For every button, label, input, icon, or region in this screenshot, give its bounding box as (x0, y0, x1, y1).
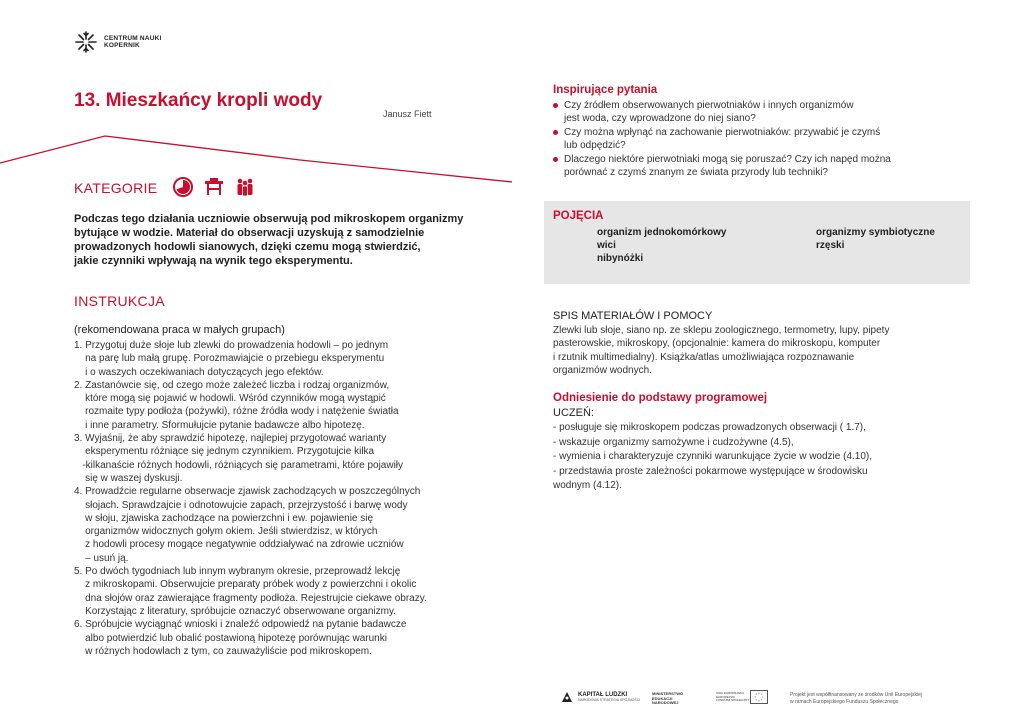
bullet-icon (553, 103, 558, 108)
question-line: Czy można wpłynąć na zachowanie pierwotniaków: przywabić je czymś (564, 126, 881, 138)
curriculum-line: - przedstawia proste zależności pokarmowe występujące w środowisku (553, 465, 868, 477)
question-line: Czy źródłem obserwowanych pierwotniaków i innych organizmów (564, 100, 854, 111)
kapital-ludzki-icon (560, 690, 574, 704)
instruction-line: 1. Przygotuj duże słoje lub zlewki do prowadzenia hodowli – po jednym (74, 340, 389, 351)
funding-note-line: w ramach Europejskiego Funduszu Społecznego (790, 698, 899, 705)
categories-icons (172, 176, 256, 198)
instruction-line: 3. Wyjaśnij, że aby sprawdzić hipotezę, najlepiej przygotować warianty (74, 433, 387, 445)
instruction-line: z mikroskopami. Obserwujcie preparaty próbek wody z powierzchni i okolic (74, 579, 417, 591)
materials-label: SPIS MATERIAŁÓW I POMOCY (553, 310, 713, 322)
clock-time-icon (172, 176, 194, 198)
eu-line: EUROPEJSKI (716, 694, 736, 699)
instruction-line: 6. Spróbujcie wyciągnąć wnioski i znaleźć odpowiedź na pytanie badawcze (74, 619, 407, 631)
question-line: porównać z czymś znanym ze świata przyrody lub techniki? (564, 167, 828, 179)
instruction-line: Korzystając z literatury, spróbujcie oznaczyć obserwowane organizmy. (74, 605, 396, 617)
materials-line: pasterowskie, mikroskopy, (opcjonalnie: kamera do mikroskopu, komputer (553, 338, 881, 350)
kapital-ludzki-subtitle: NARODOWA STRATEGIA SPÓJNOŚCI (578, 698, 641, 702)
author: Janusz Fiett (383, 109, 432, 119)
eu-line: UNIA EUROPEJSKA (716, 691, 745, 695)
concepts-column-2 (816, 226, 935, 252)
concept-term: wici (597, 240, 616, 252)
materials-line: organizmów wodnych. (553, 365, 652, 377)
curriculum-list (553, 421, 973, 494)
concepts-column-1 (597, 226, 726, 266)
list-item (553, 153, 973, 180)
page-title: 13. Mieszkańcy kropli wody (74, 90, 323, 111)
intro-text (74, 212, 474, 268)
concepts-label: POJĘCIA (553, 210, 604, 222)
instruction-line: 5. Po dwóch tygodniach lub innym wybranym okresie, przeprowadź lekcję (74, 566, 401, 578)
instruction-line: i o waszych oczekiwaniach dotyczących jego efektów. (74, 366, 324, 378)
kapital-ludzki-logo (560, 690, 640, 704)
instruction-line: z hodowli procesy mogące negatywnie oddziaływać na zdrowie uczniów (74, 539, 404, 551)
instruction-line: – usuń ją. (74, 552, 129, 564)
instruction-line: dna słojów oraz zawierające fragmenty podłoża. Rejestrujcie ciekawe obrazy. (74, 592, 427, 604)
curriculum-label: Odniesienie do podstawy programowej (553, 392, 768, 404)
materials-line: Zlewki lub słoje, siano np. ze sklepu zoologicznego, termometry, lupy, pipety (553, 325, 890, 336)
concept-term: nibynóżki (597, 253, 644, 265)
concept-term: organizm jednokomórkowy (597, 227, 727, 238)
instruction-line: które mogą się pojawić w hodowli. Wśród czynników mogą wystąpić (74, 393, 386, 405)
bullet-icon (553, 157, 558, 162)
bullet-icon (553, 130, 558, 135)
inspiring-questions-label: Inspirujące pytania (553, 84, 658, 96)
logo-line-1: CENTRUM NAUKI (104, 34, 162, 42)
ministry-line: MINISTERSTWO (652, 691, 684, 696)
concept-term: organizmy symbiotyczne (816, 227, 935, 238)
logo (74, 30, 162, 54)
instruction-line: słojach. Sprawdzajcie i odnotowujcie zapach, przejrzystość i barwę wody (74, 499, 408, 511)
intro-line: prowadzonych hodowli sianowych, dzięki czemu mogą stwierdzić, (74, 241, 421, 253)
desk-table-icon (203, 176, 225, 198)
instruction-line: eksperymentu różniące się jednym czynnikiem. Przygotujcie kilka (74, 446, 375, 458)
instructions-steps (74, 339, 474, 658)
instruction-line: 4. Prowadźcie regularne obserwacje zjawisk zachodzących w poszczególnych (74, 486, 421, 498)
ministry-line: EDUKACJI (652, 695, 673, 701)
kapital-ludzki-title: KAPITAŁ LUDZKI (578, 692, 628, 698)
funding-note (790, 692, 922, 705)
instructions-label: INSTRUKCJA (74, 293, 165, 309)
intro-line: Podczas tego działania uczniowie obserwują pod mikroskopem organizmy (74, 213, 464, 225)
ministry-line: NARODOWEJ (652, 700, 679, 706)
logo-line-2: KOPERNIK (104, 42, 140, 49)
instruction-line: na parę lub małą grupę. Porozmawiajcie o przebiegu eksperymentu (74, 353, 385, 365)
list-item (553, 99, 973, 126)
instruction-line: albo potwierdzić lub obalić postawioną hipotezę porównując warunki (74, 632, 387, 644)
intro-line: bytujące w wodzie. Materiał do obserwacji uzyskują z samodzielnie (74, 227, 425, 239)
concept-term: rzęski (816, 240, 845, 252)
question-line: Dlaczego niektóre pierwotniaki mogą się poruszać? Czy ich napęd można (564, 153, 891, 165)
curriculum-line: - wskazuje organizmy samożywne i cudzożywne (4.5), (553, 436, 794, 448)
inspiring-questions-list (553, 99, 973, 179)
snowflake-logo-icon (74, 30, 98, 54)
ministry-logo (652, 692, 683, 706)
instruction-line: organizmów widocznych gołym okiem. Jeśli stwierdzisz, w których (74, 526, 378, 538)
list-item (553, 126, 973, 153)
funding-note-line: Projekt jest współfinansowany ze środków Unii Europejskiej (790, 692, 923, 698)
instruction-line: rozmaite typy podłoża (pożywki), różne źródła wody i natężenie światła (74, 406, 399, 418)
eu-flag-icon (750, 690, 768, 704)
intro-line: jakie czynniki wpływają na wynik tego eksperymentu. (74, 255, 353, 267)
group-people-icon (234, 176, 256, 198)
instruction-line: i inne parametry. Sformułujcie pytanie badawcze albo hipotezę. (74, 419, 365, 431)
instruction-line: -kilkanaście różnych hodowli, różniących się parametrami, które pojawiły (74, 459, 404, 471)
instruction-line: w słoju, zjawiska zachodzące na powierzchni i ew. pojawienie się (74, 512, 374, 524)
question-line: lub odpędzić? (564, 140, 626, 152)
materials-line: i rzutnik multimedialny). Książka/atlas umożliwiająca rozpoznawanie (553, 351, 855, 363)
instruction-line: się w waszej dyskusji. (74, 472, 183, 484)
eu-logo (716, 692, 749, 703)
categories-label: KATEGORIE (74, 180, 158, 196)
eu-line: FUNDUSZ SPOŁECZNY (716, 698, 750, 703)
curriculum-line: wodnym (4.12). (553, 480, 622, 492)
curriculum-line: - wymienia i charakteryzuje czynniki warunkujące życie w wodzie (4.10), (553, 451, 873, 463)
materials-text (553, 324, 973, 378)
curriculum-subtitle: UCZEŃ: (553, 407, 594, 419)
question-line: jest woda, czy wprowadzone do niej siano? (564, 113, 756, 125)
curriculum-line: - posługuje się mikroskopem podczas prowadzonych obserwacji ( 1.7), (553, 422, 866, 433)
instructions-subtitle: (rekomendowana praca w małych grupach) (74, 324, 285, 336)
instruction-line: 2. Zastanówcie się, od czego może zależeć liczba i rodzaj organizmów, (74, 379, 390, 391)
instruction-line: w różnych hodowlach z tym, co zauważyliście pod mikroskopem. (74, 645, 372, 657)
